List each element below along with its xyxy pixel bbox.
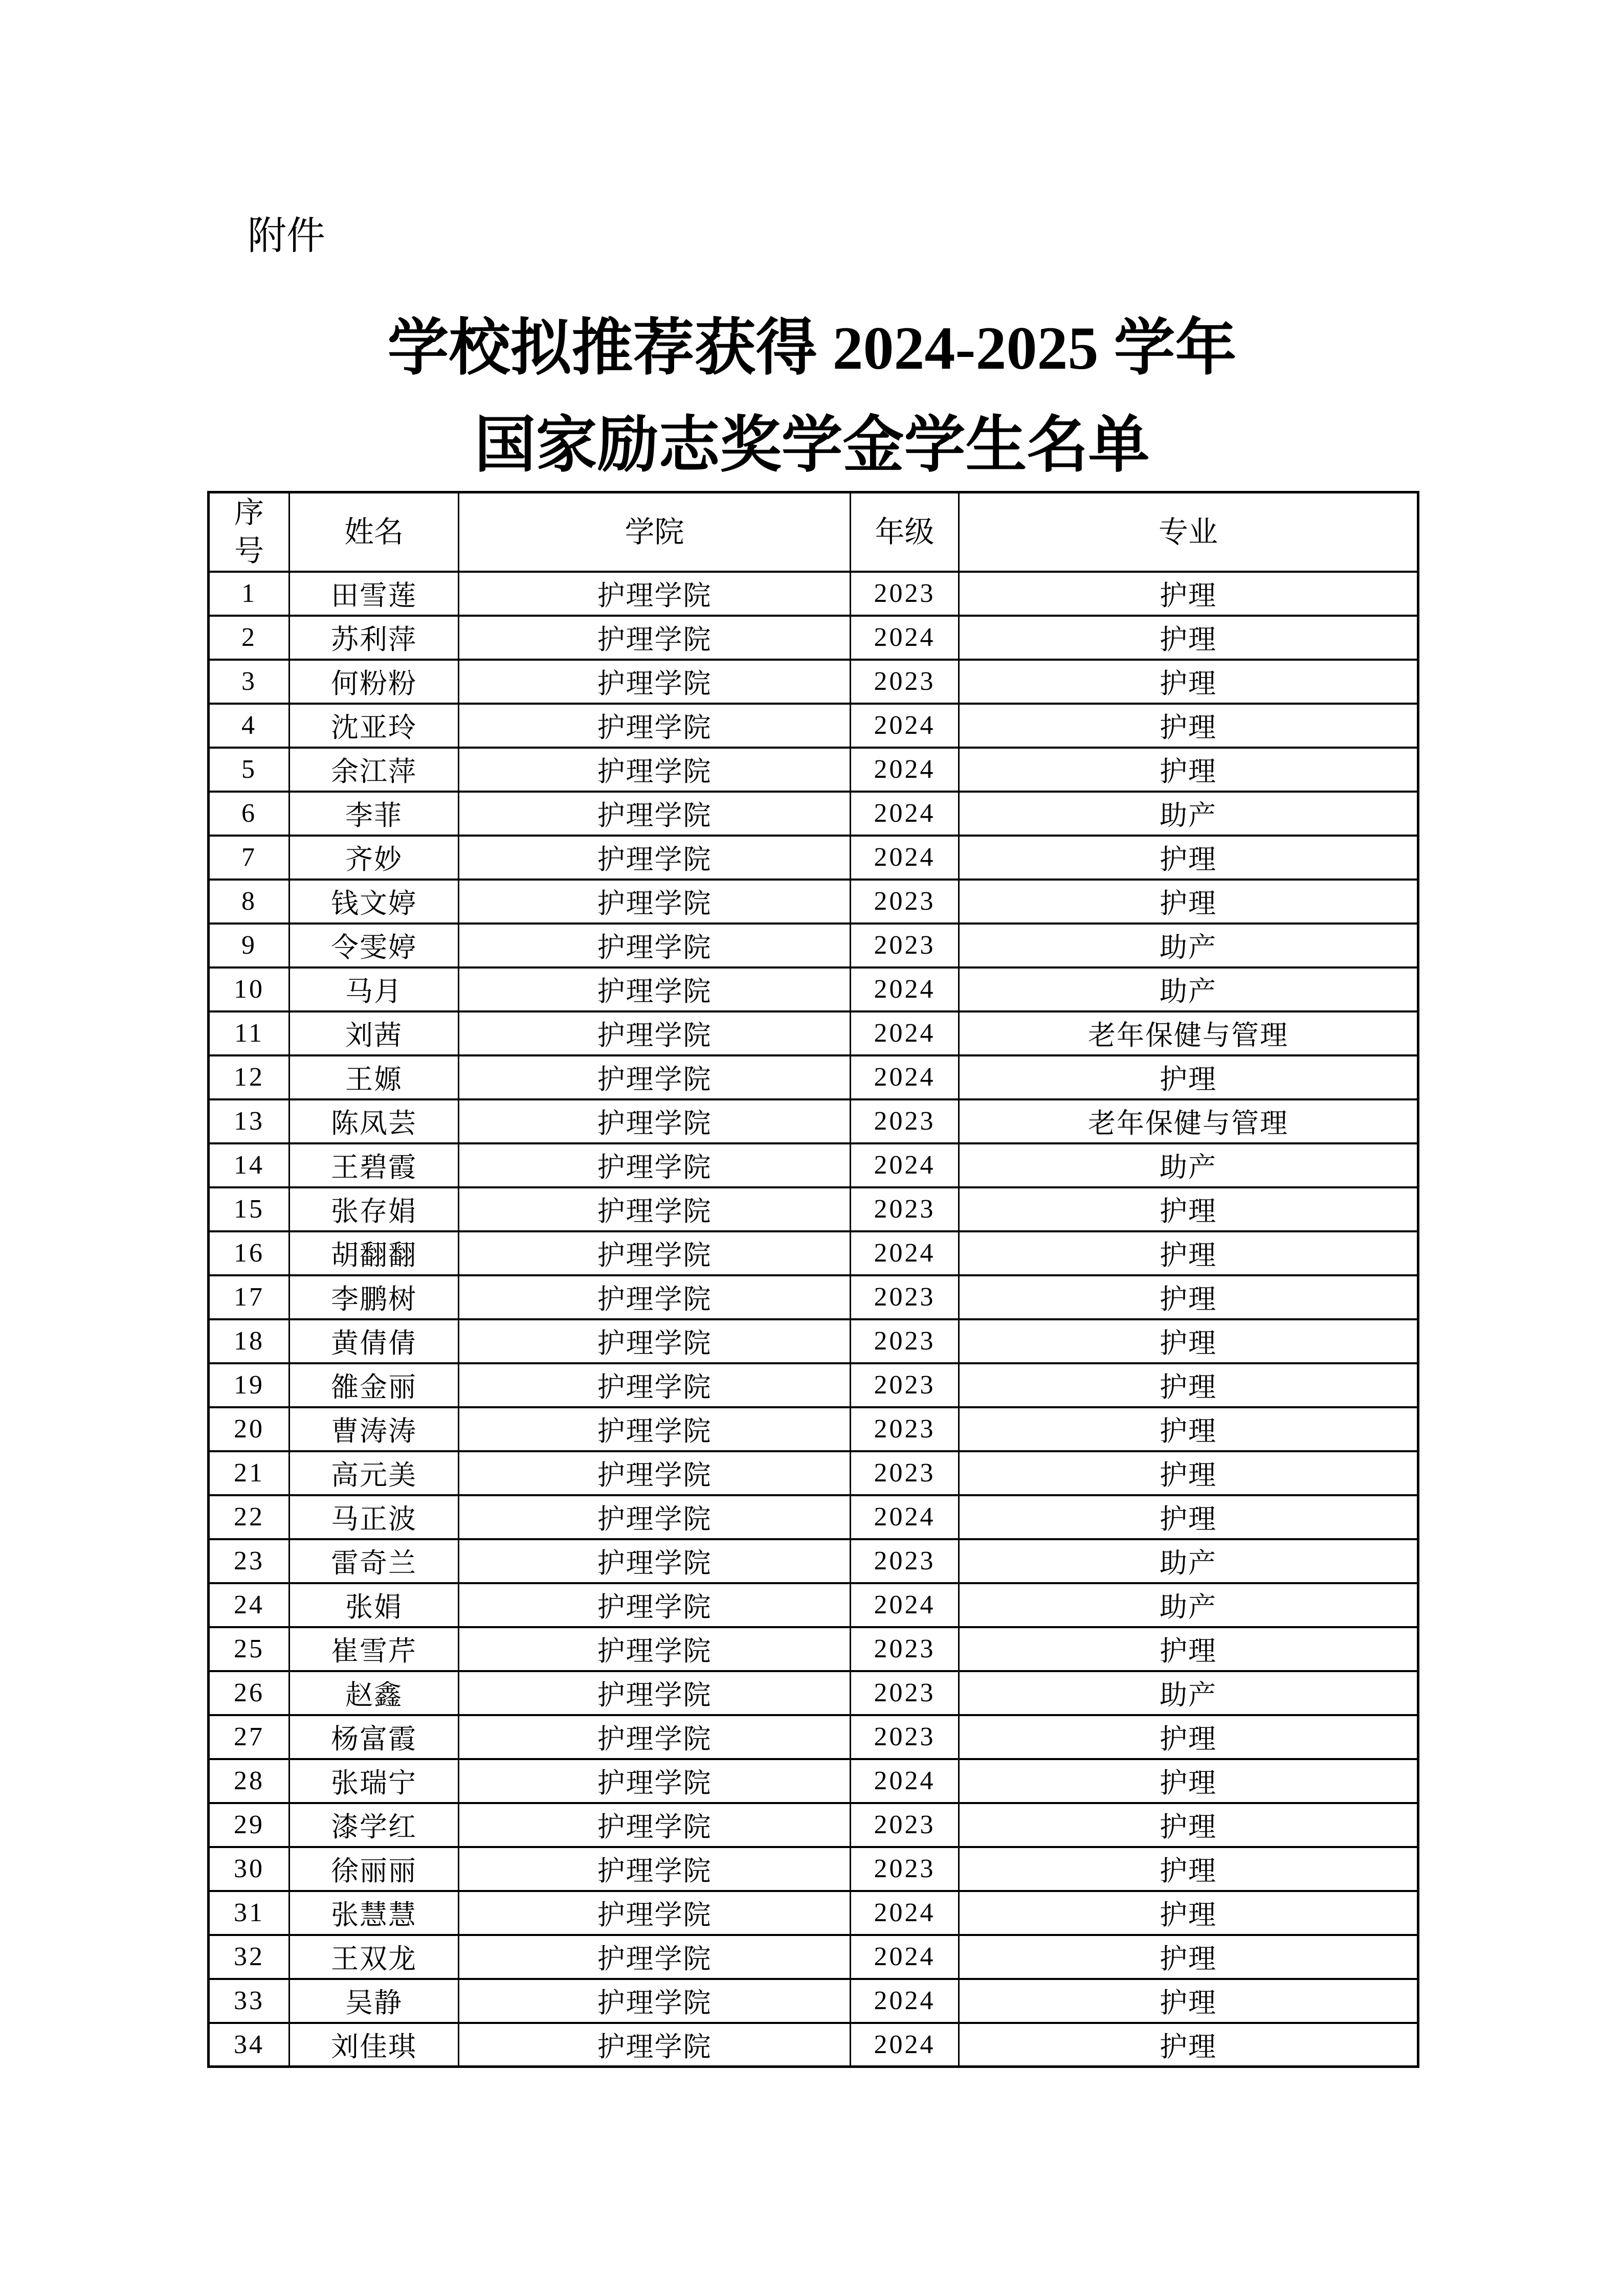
major-cell: 护理	[959, 1759, 1418, 1803]
college-cell: 护理学院	[459, 1187, 851, 1231]
table-row	[209, 748, 1418, 792]
major-cell: 护理	[959, 616, 1418, 660]
serial-cell: 30	[209, 1847, 290, 1891]
grade-cell: 2024	[851, 1583, 959, 1627]
table-row	[209, 1847, 1418, 1891]
grade-cell: 2023	[851, 1407, 959, 1451]
table-row	[209, 1363, 1418, 1407]
college-cell: 护理学院	[459, 704, 851, 748]
serial-cell: 2	[209, 616, 290, 660]
table-row	[209, 1055, 1418, 1099]
grade-cell: 2024	[851, 1891, 959, 1935]
name-cell: 崔雪芹	[290, 1627, 459, 1671]
table-header-row	[209, 492, 1418, 572]
grade-cell: 2024	[851, 1935, 959, 1979]
name-cell: 黄倩倩	[290, 1319, 459, 1363]
major-cell: 护理	[959, 836, 1418, 880]
college-cell: 护理学院	[459, 1495, 851, 1539]
major-cell: 助产	[959, 1583, 1418, 1627]
grade-cell: 2023	[851, 1671, 959, 1715]
major-cell: 护理	[959, 704, 1418, 748]
table-body	[209, 572, 1418, 2067]
major-cell: 护理	[959, 1495, 1418, 1539]
grade-cell: 2024	[851, 1979, 959, 2023]
college-cell: 护理学院	[459, 792, 851, 836]
major-cell: 护理	[959, 1803, 1418, 1847]
college-cell: 护理学院	[459, 1583, 851, 1627]
table-header-cell-name: 姓名	[290, 492, 459, 572]
major-cell: 护理	[959, 1319, 1418, 1363]
grade-cell: 2023	[851, 880, 959, 924]
major-cell: 护理	[959, 1187, 1418, 1231]
major-cell: 护理	[959, 1891, 1418, 1935]
table-row	[209, 572, 1418, 616]
serial-cell: 27	[209, 1715, 290, 1759]
name-cell: 高元美	[290, 1451, 459, 1495]
grade-cell: 2023	[851, 924, 959, 967]
serial-cell: 34	[209, 2023, 290, 2067]
grade-cell: 2023	[851, 572, 959, 616]
college-cell: 护理学院	[459, 1407, 851, 1451]
grade-cell: 2024	[851, 1495, 959, 1539]
name-cell: 张娟	[290, 1583, 459, 1627]
table-row	[209, 924, 1418, 967]
table-row	[209, 880, 1418, 924]
college-cell: 护理学院	[459, 1759, 851, 1803]
table-row	[209, 1011, 1418, 1055]
table-row	[209, 1495, 1418, 1539]
serial-cell: 3	[209, 660, 290, 704]
name-cell: 陈凤芸	[290, 1099, 459, 1143]
major-cell: 护理	[959, 2023, 1418, 2067]
college-cell: 护理学院	[459, 1451, 851, 1495]
name-cell: 李菲	[290, 792, 459, 836]
college-cell: 护理学院	[459, 1715, 851, 1759]
serial-cell: 12	[209, 1055, 290, 1099]
name-cell: 杨富霞	[290, 1715, 459, 1759]
table-row	[209, 1627, 1418, 1671]
serial-cell: 1	[209, 572, 290, 616]
table-row	[209, 704, 1418, 748]
grade-cell: 2024	[851, 704, 959, 748]
serial-cell: 9	[209, 924, 290, 967]
name-cell: 余江萍	[290, 748, 459, 792]
serial-cell: 15	[209, 1187, 290, 1231]
college-cell: 护理学院	[459, 967, 851, 1011]
college-cell: 护理学院	[459, 748, 851, 792]
major-cell: 护理	[959, 748, 1418, 792]
major-cell: 护理	[959, 1363, 1418, 1407]
major-cell: 护理	[959, 660, 1418, 704]
college-cell: 护理学院	[459, 1627, 851, 1671]
table-row	[209, 1275, 1418, 1319]
name-cell: 吴静	[290, 1979, 459, 2023]
serial-cell: 7	[209, 836, 290, 880]
table-row	[209, 1143, 1418, 1187]
table-row	[209, 660, 1418, 704]
attachment-label: 附件	[248, 214, 325, 258]
serial-cell: 6	[209, 792, 290, 836]
college-cell: 护理学院	[459, 880, 851, 924]
major-cell: 护理	[959, 1979, 1418, 2023]
serial-cell: 31	[209, 1891, 290, 1935]
name-cell: 胡翻翻	[290, 1231, 459, 1275]
grade-cell: 2023	[851, 1627, 959, 1671]
grade-cell: 2023	[851, 1847, 959, 1891]
table-row	[209, 1099, 1418, 1143]
table-row	[209, 2023, 1418, 2067]
major-cell: 护理	[959, 1451, 1418, 1495]
major-cell: 老年保健与管理	[959, 1011, 1418, 1055]
name-cell: 齐妙	[290, 836, 459, 880]
college-cell: 护理学院	[459, 1319, 851, 1363]
college-cell: 护理学院	[459, 660, 851, 704]
serial-cell: 4	[209, 704, 290, 748]
name-cell: 王嫄	[290, 1055, 459, 1099]
college-cell: 护理学院	[459, 1979, 851, 2023]
college-cell: 护理学院	[459, 1099, 851, 1143]
grade-cell: 2024	[851, 792, 959, 836]
name-cell: 赵鑫	[290, 1671, 459, 1715]
name-cell: 漆学红	[290, 1803, 459, 1847]
table-row	[209, 1891, 1418, 1935]
table-row	[209, 1319, 1418, 1363]
serial-cell: 28	[209, 1759, 290, 1803]
table-row	[209, 967, 1418, 1011]
serial-cell: 18	[209, 1319, 290, 1363]
table-row	[209, 1451, 1418, 1495]
table-header-cell-grade: 年级	[851, 492, 959, 572]
grade-cell: 2023	[851, 1319, 959, 1363]
table-row	[209, 836, 1418, 880]
major-cell: 助产	[959, 792, 1418, 836]
grade-cell: 2024	[851, 967, 959, 1011]
doc-title-line-1: 学校拟推荐获得 2024-2025 学年	[387, 314, 1237, 382]
major-cell: 老年保健与管理	[959, 1099, 1418, 1143]
college-cell: 护理学院	[459, 1671, 851, 1715]
college-cell: 护理学院	[459, 1803, 851, 1847]
serial-cell: 11	[209, 1011, 290, 1055]
name-cell: 沈亚玲	[290, 704, 459, 748]
serial-cell: 29	[209, 1803, 290, 1847]
name-cell: 徐丽丽	[290, 1847, 459, 1891]
table-row	[209, 1979, 1418, 2023]
grade-cell: 2024	[851, 1143, 959, 1187]
table-row	[209, 616, 1418, 660]
serial-cell: 14	[209, 1143, 290, 1187]
name-cell: 张慧慧	[290, 1891, 459, 1935]
name-cell: 马正波	[290, 1495, 459, 1539]
table-row	[209, 1803, 1418, 1847]
name-cell: 雒金丽	[290, 1363, 459, 1407]
name-cell: 苏利萍	[290, 616, 459, 660]
grade-cell: 2023	[851, 660, 959, 704]
grade-cell: 2023	[851, 1363, 959, 1407]
serial-cell: 21	[209, 1451, 290, 1495]
grade-cell: 2024	[851, 2023, 959, 2067]
serial-cell: 5	[209, 748, 290, 792]
college-cell: 护理学院	[459, 1847, 851, 1891]
table-header-cell-major: 专业	[959, 492, 1418, 572]
major-cell: 护理	[959, 1407, 1418, 1451]
serial-cell: 23	[209, 1539, 290, 1583]
serial-cell: 17	[209, 1275, 290, 1319]
college-cell: 护理学院	[459, 1363, 851, 1407]
major-cell: 护理	[959, 1275, 1418, 1319]
major-cell: 助产	[959, 1539, 1418, 1583]
grade-cell: 2024	[851, 1055, 959, 1099]
major-cell: 护理	[959, 1231, 1418, 1275]
table-row	[209, 1671, 1418, 1715]
serial-cell: 33	[209, 1979, 290, 2023]
grade-cell: 2023	[851, 1539, 959, 1583]
college-cell: 护理学院	[459, 1231, 851, 1275]
table-row	[209, 1715, 1418, 1759]
name-cell: 李鹏树	[290, 1275, 459, 1319]
major-cell: 护理	[959, 1935, 1418, 1979]
serial-cell: 24	[209, 1583, 290, 1627]
serial-cell: 19	[209, 1363, 290, 1407]
grade-cell: 2023	[851, 1099, 959, 1143]
name-cell: 刘茜	[290, 1011, 459, 1055]
name-cell: 何粉粉	[290, 660, 459, 704]
major-cell: 护理	[959, 1055, 1418, 1099]
name-cell: 张存娟	[290, 1187, 459, 1231]
college-cell: 护理学院	[459, 1011, 851, 1055]
name-cell: 雷奇兰	[290, 1539, 459, 1583]
serial-cell: 22	[209, 1495, 290, 1539]
grade-cell: 2024	[851, 836, 959, 880]
name-cell: 刘佳琪	[290, 2023, 459, 2067]
grade-cell: 2023	[851, 1275, 959, 1319]
major-cell: 护理	[959, 880, 1418, 924]
table-header-cell-serial: 序号	[209, 492, 290, 572]
college-cell: 护理学院	[459, 572, 851, 616]
college-cell: 护理学院	[459, 1891, 851, 1935]
major-cell: 护理	[959, 1627, 1418, 1671]
college-cell: 护理学院	[459, 1275, 851, 1319]
grade-cell: 2024	[851, 1759, 959, 1803]
grade-cell: 2024	[851, 1231, 959, 1275]
major-cell: 助产	[959, 1143, 1418, 1187]
college-cell: 护理学院	[459, 2023, 851, 2067]
table-header-cell-college: 学院	[459, 492, 851, 572]
table-row	[209, 1539, 1418, 1583]
major-cell: 助产	[959, 924, 1418, 967]
serial-cell: 16	[209, 1231, 290, 1275]
major-cell: 助产	[959, 967, 1418, 1011]
table-row	[209, 1935, 1418, 1979]
name-cell: 王双龙	[290, 1935, 459, 1979]
name-cell: 王碧霞	[290, 1143, 459, 1187]
college-cell: 护理学院	[459, 1539, 851, 1583]
major-cell: 助产	[959, 1671, 1418, 1715]
grade-cell: 2023	[851, 1187, 959, 1231]
grade-cell: 2024	[851, 616, 959, 660]
college-cell: 护理学院	[459, 1055, 851, 1099]
name-cell: 张瑞宁	[290, 1759, 459, 1803]
table-row	[209, 1583, 1418, 1627]
major-cell: 护理	[959, 572, 1418, 616]
major-cell: 护理	[959, 1715, 1418, 1759]
grade-cell: 2024	[851, 748, 959, 792]
table-row	[209, 792, 1418, 836]
grade-cell: 2023	[851, 1803, 959, 1847]
serial-cell: 8	[209, 880, 290, 924]
name-cell: 令雯婷	[290, 924, 459, 967]
college-cell: 护理学院	[459, 1935, 851, 1979]
name-cell: 马月	[290, 967, 459, 1011]
name-cell: 曹涛涛	[290, 1407, 459, 1451]
serial-cell: 20	[209, 1407, 290, 1451]
grade-cell: 2024	[851, 1011, 959, 1055]
table-row	[209, 1231, 1418, 1275]
serial-cell: 10	[209, 967, 290, 1011]
table-row	[209, 1759, 1418, 1803]
scholarship-student-table	[207, 491, 1419, 2068]
name-cell: 田雪莲	[290, 572, 459, 616]
doc-title-line-2: 国家励志奖学金学生名单	[474, 411, 1150, 479]
serial-cell: 13	[209, 1099, 290, 1143]
doc-title	[0, 300, 1624, 494]
college-cell: 护理学院	[459, 836, 851, 880]
college-cell: 护理学院	[459, 616, 851, 660]
college-cell: 护理学院	[459, 924, 851, 967]
serial-cell: 26	[209, 1671, 290, 1715]
grade-cell: 2023	[851, 1451, 959, 1495]
grade-cell: 2023	[851, 1715, 959, 1759]
serial-cell: 32	[209, 1935, 290, 1979]
name-cell: 钱文婷	[290, 880, 459, 924]
serial-cell: 25	[209, 1627, 290, 1671]
table-row	[209, 1407, 1418, 1451]
college-cell: 护理学院	[459, 1143, 851, 1187]
major-cell: 护理	[959, 1847, 1418, 1891]
table-row	[209, 1187, 1418, 1231]
